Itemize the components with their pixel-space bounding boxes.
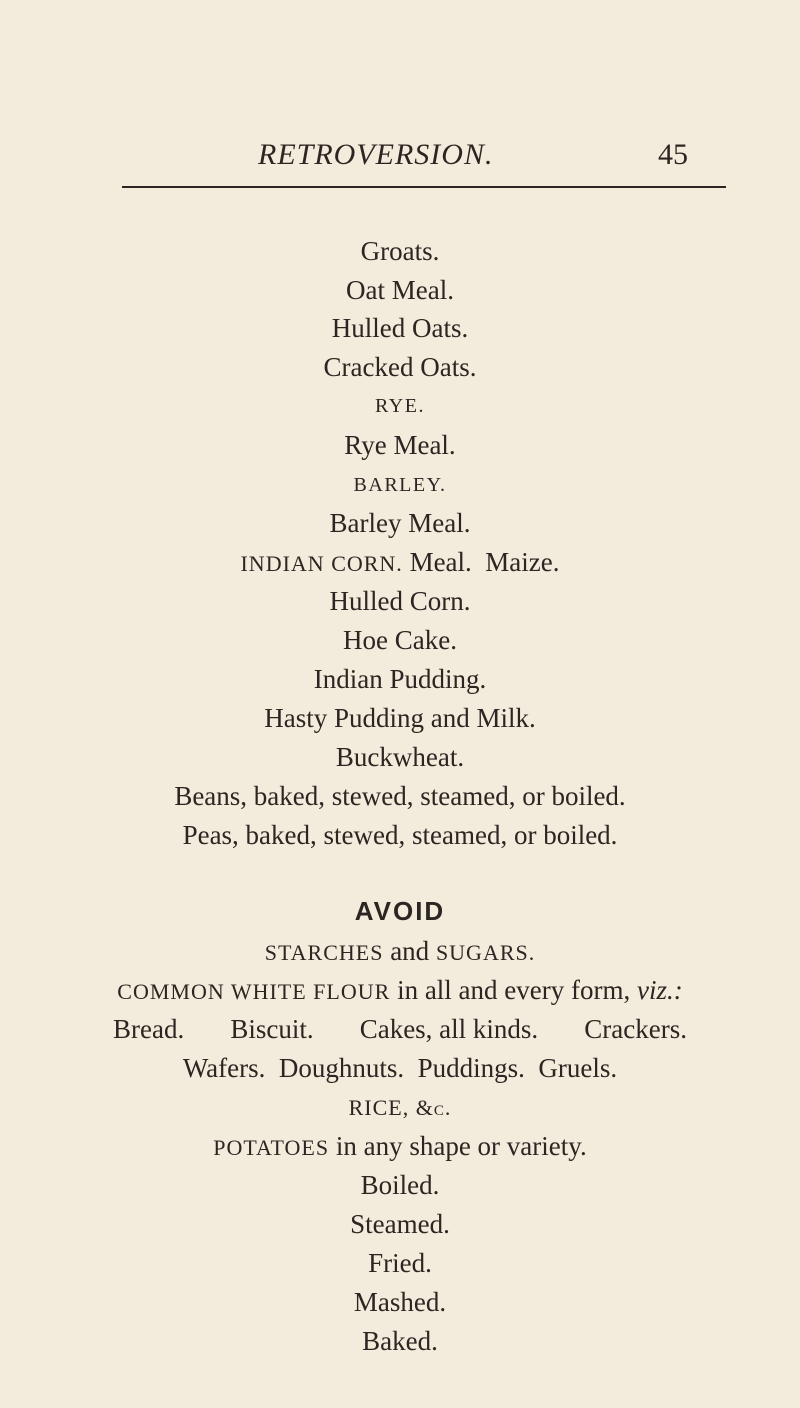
potatoes-line: [0, 1131, 800, 1162]
header-rule: [122, 186, 726, 188]
list-item: Mashed.: [353, 1287, 447, 1317]
list-item: Gruels.: [538, 1053, 618, 1083]
running-title: RETROVERSION.: [258, 138, 494, 171]
indian-corn-line: [0, 547, 800, 578]
list-item: Bread.: [113, 1014, 185, 1044]
list-item: Hulled Corn.: [329, 586, 471, 616]
flour-heading: COMMON WHITE FLOUR: [117, 979, 391, 1004]
list-item: Biscuit.: [230, 1014, 314, 1044]
avoid-heading: AVOID: [354, 896, 446, 926]
page-number: 45: [658, 138, 688, 171]
sugars-label: SUGARS.: [435, 940, 536, 965]
flour-items-row: [113, 1014, 687, 1045]
list-item: Groats.: [360, 236, 440, 266]
flour-text: in all and every form,: [397, 975, 631, 1005]
viz-label: viz.:: [636, 975, 683, 1005]
avoid-subheading: [0, 936, 800, 967]
list-item: Beans, baked, stewed, steamed, or boiled.: [174, 781, 626, 811]
potatoes-heading: POTATOES: [213, 1135, 330, 1160]
section-heading-indian-corn: INDIAN CORN.: [240, 551, 403, 576]
list-item: Crackers.: [584, 1014, 687, 1044]
list-item: Steamed.: [350, 1209, 450, 1239]
list-item: Doughnuts.: [278, 1053, 405, 1083]
list-item: Cracked Oats.: [323, 352, 477, 382]
list-item: Barley Meal.: [329, 508, 471, 538]
list-item: Boiled.: [360, 1170, 440, 1200]
list-item: Buckwheat.: [335, 742, 465, 772]
list-item: Hulled Oats.: [331, 313, 469, 343]
rice-heading: RICE, &c.: [348, 1095, 452, 1120]
list-item: Rye Meal.: [344, 430, 456, 460]
flour-line: [0, 975, 800, 1006]
section-heading-rye: RYE.: [375, 395, 425, 417]
list-item: Oat Meal.: [346, 275, 454, 305]
and-label: and: [390, 936, 430, 966]
list-item: Cakes, all kinds.: [359, 1014, 539, 1044]
list-item: Fried.: [368, 1248, 432, 1278]
page-header: [0, 138, 800, 182]
list-item: Wafers.: [182, 1053, 266, 1083]
list-item: Hoe Cake.: [343, 625, 457, 655]
list-item: Indian Pudding.: [313, 664, 487, 694]
section-heading-barley: BARLEY.: [353, 474, 447, 496]
list-item: Maize.: [485, 547, 560, 577]
list-item: Meal.: [409, 547, 472, 577]
flour-items-row: [0, 1053, 800, 1084]
list-item: Peas, baked, stewed, steamed, or boiled.: [182, 820, 618, 850]
list-item: Puddings.: [417, 1053, 525, 1083]
list-item: Baked.: [362, 1326, 438, 1356]
list-item: Hasty Pudding and Milk.: [264, 703, 536, 733]
potatoes-text: in any shape or variety.: [335, 1131, 587, 1161]
starches-label: STARCHES: [264, 940, 384, 965]
